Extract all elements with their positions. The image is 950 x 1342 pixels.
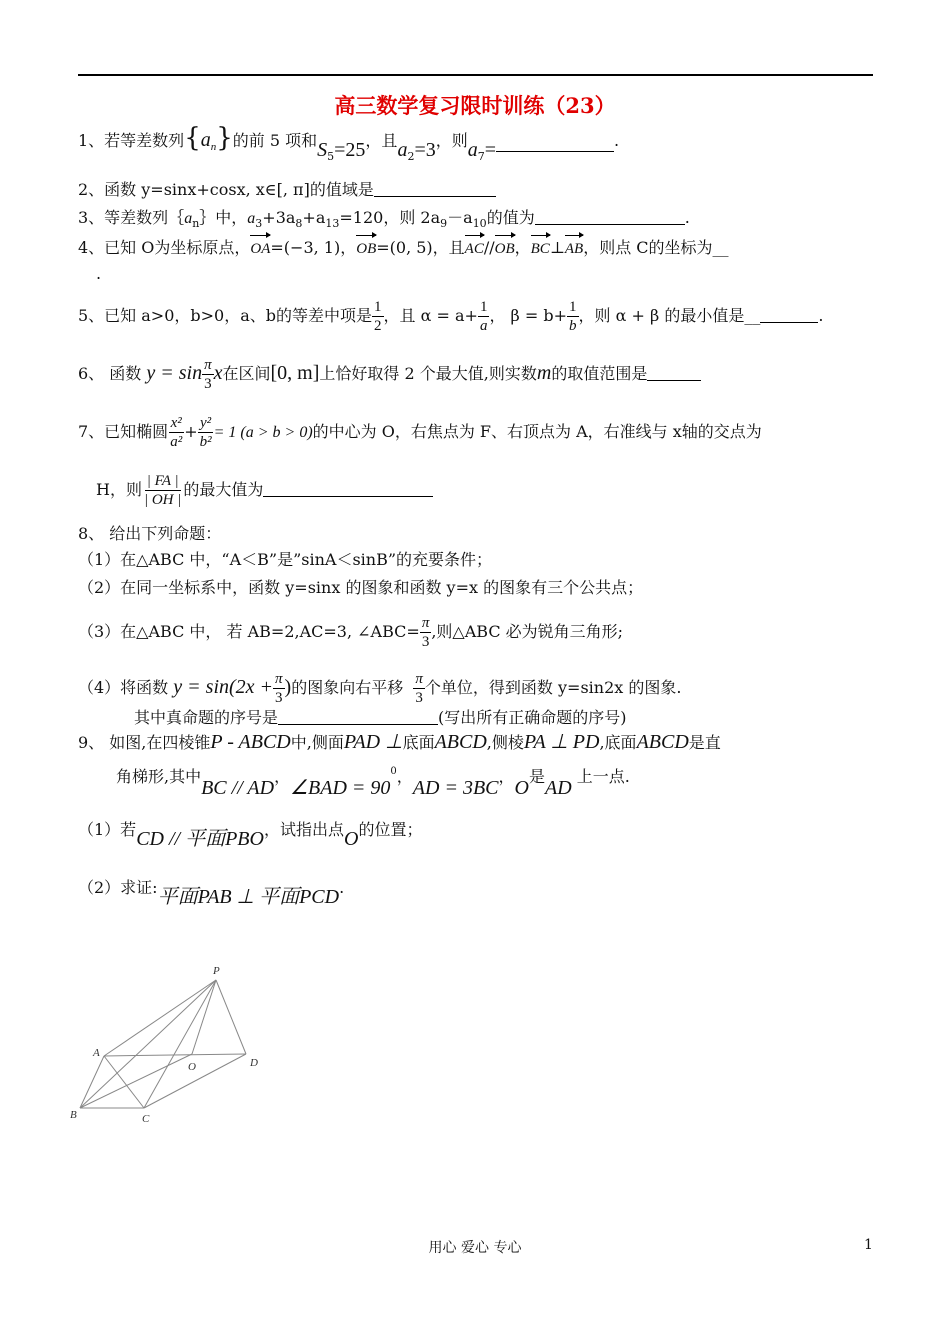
question-4: 4、已知 O为坐标原点，OA=(−3, 1)，OB=(0, 5)，且AC//OB，BC⊥AB，则点 C的坐标为__ [78,232,729,261]
page-number: 1 [864,1237,873,1253]
page-title: 高三数学复习限时训练（23） [334,93,616,118]
vector-oa: OA [250,232,270,261]
vector-ob: OB [356,232,376,261]
question-7-cont: H，则 $\frac{| FA |}{| OH |}$ 的最大值为 [96,472,433,509]
question-8-intro: 8、 给出下列命题： [78,524,222,543]
question-9-cont: 角梯形,其中BC // AD，∠BAD = $90^0$，AD = 3BC，O是AD 上一点. [116,766,630,799]
question-9: 9、 如图,在四棱锥P - ABCD中,侧面PAD ⊥底面ABCD,侧棱PA ⊥ PD,底面ABCD是直 [78,731,721,753]
question-7: 7、已知椭圆 $\frac{\text{x²}}{\text{a²}}$ + $\frac{\text{y²}}{\text{b²}}$ = 1 (a > b > 0)的中心为 O，右焦点为 F、右顶点为 A，右准线与 x轴的交点为 [78,415,762,450]
fraction: $\frac{\text{y²}}{\text{b²}}$ [199,415,212,450]
question-3: 3、等差数列$\{a_n\}$中，$a_3+3a_8+a_{13}=120$，则 $2a_9-a_{10}$的值为 . [78,208,690,230]
header-rule [78,74,873,76]
vector-ac: AC [465,232,484,261]
fraction: $\frac{1}{a}$ [479,299,488,334]
fraction: $\frac{\pi}{3}$ [275,671,283,706]
fraction: $\frac{1}{2}$ [374,299,382,334]
label-c: C [142,1113,150,1125]
question-9-part-1: （1）若CD // 平面PBO，试指出点O的位置； [78,820,423,850]
fraction: $\frac{\text{x²}}{\text{a²}}$ [170,415,183,450]
pyramid-figure [60,960,280,1130]
answer-blank[interactable] [263,480,433,497]
proposition-2: （2）在同一坐标系中，函数 y=sinx 的图象和函数 y=x 的图象有三个公共点； [78,578,644,597]
vector-ob: OB [495,232,515,261]
question-6: 6、 函数 y = sin $\frac{\pi}{3}$ x在区间[0, m]上恰好取得 2 个最大值,则实数m的取值范围是 [78,356,701,393]
label-a: A [93,1047,100,1059]
proposition-4: （4）将函数 y = sin(2x + $\frac{\pi}{3}$ )的图象向右平移 $\frac{\pi}{3}$ 个单位，得到函数 y=sin2x 的图象. [78,671,682,706]
label-p: P [213,965,220,977]
answer-blank[interactable] [496,135,614,152]
label-o: O [188,1061,196,1073]
fraction: $\frac{\pi}{3}$ [421,615,430,650]
answer-blank[interactable] [760,306,818,323]
fraction: $\frac{| FA |}{| OH |}$ [143,473,182,508]
question-4-cont: . [96,264,102,283]
answer-blank[interactable] [374,180,496,197]
question-1: 1、若等差数列$\{a_n\}$的前 5 项和$S_5=25$，且$a_2=3$，则$a_7=$ . [78,123,620,163]
answer-blank[interactable] [647,364,701,381]
fraction: $\frac{1}{b}$ [569,299,577,334]
question-9-part-2: （2）求证:平面PAB ⊥ 平面PCD. [78,878,345,908]
fraction: $\frac{\pi}{3}$ [204,357,212,392]
question-8-ask: 其中真命题的序号是 (写出所有正确命题的序号) [134,708,627,727]
fraction: $\frac{\pi}{3}$ [415,671,423,706]
vector-bc: BC [531,232,550,261]
answer-blank[interactable] [278,708,438,725]
label-d: D [250,1057,258,1069]
question-5: 5、已知 a>0，b>0，a、b的等差中项是 $\frac{1}{2}$ ，且 α = a+ $\frac{1}{a}$ ， β = b+ $\frac{1}{b}$ ，则 α + β 的最小值是__ . [78,299,824,334]
vector-ab: AB [565,232,583,261]
footer-text: 用心 爱心 专心 [428,1240,522,1256]
question-2: 2、函数 y=sinx+cosx, x∈[, π]的值域是 [78,178,496,202]
label-b: B [70,1109,77,1121]
proposition-1: （1）在△ABC 中，“A＜B”是”sinA＜sinB”的充要条件； [78,550,493,569]
proposition-3: （3）在△ABC 中， 若 AB=2,AC=3, ∠ABC= $\frac{\pi}{3}$ ,则△ABC 必为锐角三角形; [78,615,624,650]
answer-blank[interactable] [535,208,685,225]
